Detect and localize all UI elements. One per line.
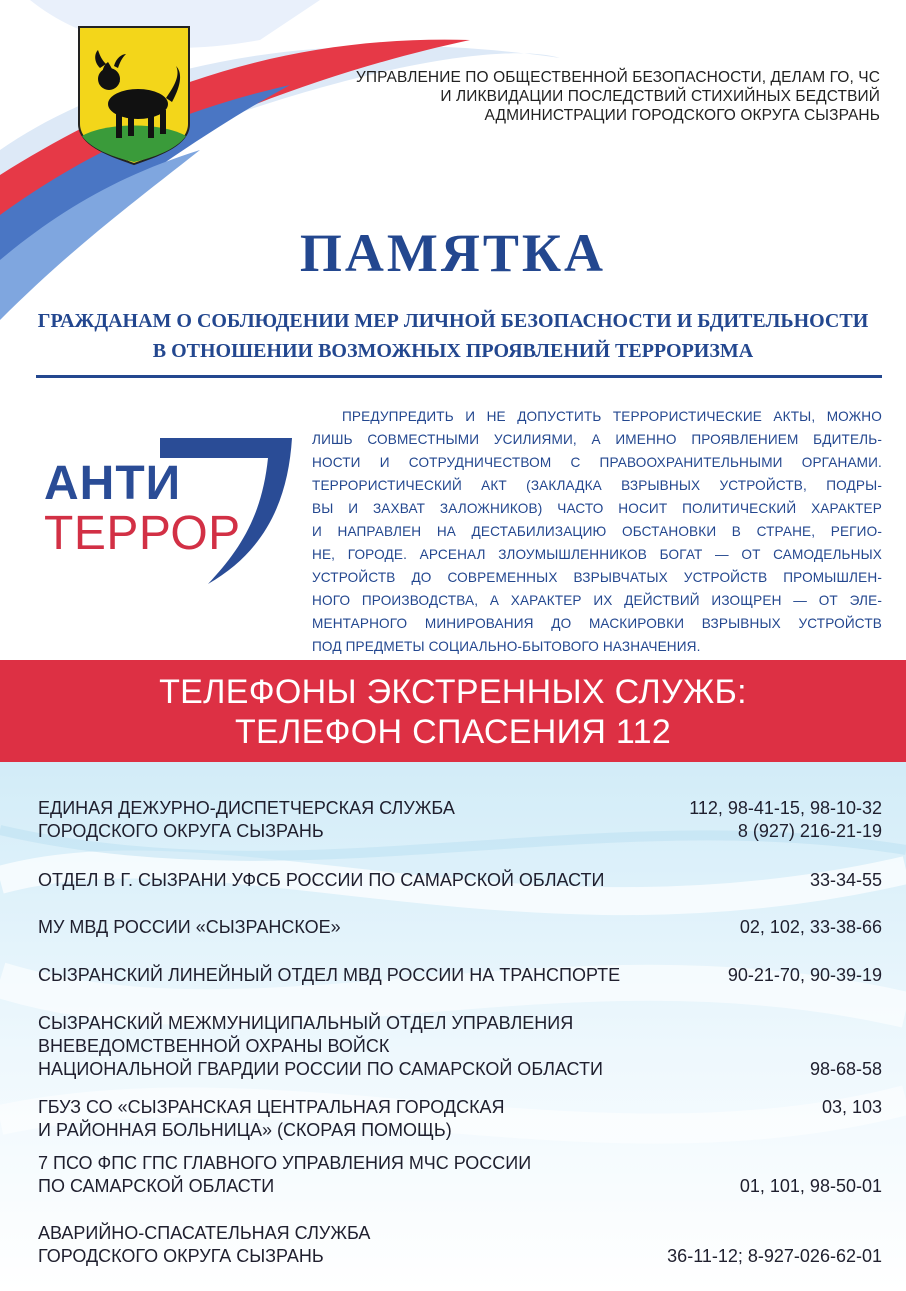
intro-line: ПРЕДУПРЕДИТЬ И НЕ ДОПУСТИТЬ ТЕРРОРИСТИЧЕСКИЕ АКТЫ, МОЖНО: [342, 409, 882, 424]
contact-phone-mvd: [740, 916, 882, 939]
contact-name-line: И РАЙОННАЯ БОЛЬНИЦА» (СКОРАЯ ПОМОЩЬ): [38, 1120, 452, 1140]
contact-phone-transport-police: [728, 964, 882, 987]
contact-phone-edds: [689, 797, 882, 843]
contact-name-line: СЫЗРАНСКИЙ МЕЖМУНИЦИПАЛЬНЫЙ ОТДЕЛ УПРАВЛЕНИЯ: [38, 1013, 574, 1033]
contact-phone-line: 02, 102, 33-38-66: [739, 917, 882, 937]
contact-phone-line: 33-34-55: [809, 870, 882, 890]
intro-line: ТЕРРОРИСТИЧЕСКИЙ АКТ (ЗАКЛАДКА ВЗРЫВНЫХ УСТРОЙСТВ, ПОДРЫ-: [312, 478, 882, 493]
subtitle-line: В ОТНОШЕНИИ ВОЗМОЖНЫХ ПРОЯВЛЕНИЙ ТЕРРОРИЗМА: [152, 340, 754, 362]
contact-name-line: ГОРОДСКОГО ОКРУГА СЫЗРАНЬ: [38, 821, 324, 841]
organization-name: [320, 68, 880, 125]
contact-name-line: ГБУЗ СО «СЫЗРАНСКАЯ ЦЕНТРАЛЬНАЯ ГОРОДСКАЯ: [38, 1097, 505, 1117]
intro-line: НОСТИ И СОТРУДНИЧЕСТВОМ С ПРАВООХРАНИТЕЛЬНЫМИ ОРГАНАМИ.: [312, 455, 882, 470]
contact-phone-line: 90-21-70, 90-39-19: [727, 965, 882, 985]
intro-line: ПОД ПРЕДМЕТЫ СОЦИАЛЬНО-БЫТОВОГО НАЗНАЧЕНИЯ.: [312, 639, 701, 654]
contact-name-line: ПО САМАРСКОЙ ОБЛАСТИ: [38, 1176, 275, 1196]
contact-name-line: СЫЗРАНСКИЙ ЛИНЕЙНЫЙ ОТДЕЛ МВД РОССИИ НА ТРАНСПОРТЕ: [38, 965, 621, 985]
org-line: И ЛИКВИДАЦИИ ПОСЛЕДСТВИЙ СТИХИЙНЫХ БЕДСТВИЙ: [440, 88, 880, 105]
subtitle-line: ГРАЖДАНАМ О СОБЛЮДЕНИИ МЕР ЛИЧНОЙ БЕЗОПАСНОСТИ И БДИТЕЛЬНОСТИ: [37, 310, 869, 332]
contact-phone-line: 112, 98-41-15, 98-10-32: [689, 798, 882, 818]
city-coat-of-arms: [76, 24, 192, 166]
contact-name-transport-police: [38, 964, 678, 987]
intro-line: НОГО ПРОИЗВОДСТВА, А ХАРАКТЕР ИХ ДЕЙСТВИЙ ИЗОЩРЕН — ОТ ЭЛЕ-: [312, 593, 882, 608]
banner-heading: ТЕЛЕФОНЫ ЭКСТРЕННЫХ СЛУЖБ:: [159, 673, 747, 711]
page-subtitle: [20, 306, 886, 366]
contact-name-line: ЕДИНАЯ ДЕЖУРНО-ДИСПЕТЧЕРСКАЯ СЛУЖБА: [38, 798, 455, 818]
contact-phone-rescue-service: [667, 1245, 882, 1268]
contact-name-fire-service: [38, 1152, 678, 1198]
banner-rescue-phone: ТЕЛЕФОН СПАСЕНИЯ 112: [234, 713, 672, 751]
contact-phone-hospital: [822, 1096, 882, 1119]
contact-name-line: 7 ПСО ФПС ГПС ГЛАВНОГО УПРАВЛЕНИЯ МЧС РОССИИ: [38, 1153, 532, 1173]
contact-name-edds: [38, 797, 678, 843]
contact-phone-fsb: [810, 869, 882, 892]
contact-name-line: ГОРОДСКОГО ОКРУГА СЫЗРАНЬ: [38, 1246, 324, 1266]
contact-name-national-guard: [38, 1012, 678, 1081]
contact-phone-line: 03, 103: [821, 1097, 882, 1117]
logo-text-anti: АНТИ: [44, 457, 182, 510]
contact-phone-fire-service: [740, 1175, 882, 1198]
contact-name-rescue-service: [38, 1222, 678, 1268]
contact-name-line: МУ МВД РОССИИ «СЫЗРАНСКОЕ»: [38, 917, 341, 937]
emergency-banner: [0, 660, 906, 762]
intro-line: И НАПРАВЛЕН НА ДЕСТАБИЛИЗАЦИЮ ОБСТАНОВКИ В СТРАНЕ, РЕГИО-: [312, 524, 882, 539]
intro-line: УСТРОЙСТВ ДО СОВРЕМЕННЫХ ВЗРЫВЧАТЫХ УСТРОЙСТВ ПРОМЫШЛЕН-: [312, 570, 882, 585]
intro-line: НЕ, ГОРОДЕ. АРСЕНАЛ ЗЛОУМЫШЛЕННИКОВ БОГАТ — ОТ САМОДЕЛЬНЫХ: [312, 547, 882, 562]
contact-name-hospital: [38, 1096, 678, 1142]
intro-line: ВЫ И ЗАХВАТ ЗАЛОЖНИКОВ) ЧАСТО НОСИТ ПОЛИТИЧЕСКИЙ ХАРАКТЕР: [312, 501, 882, 516]
contact-name-mvd: [38, 916, 678, 939]
logo-text-terror: ТЕРРОР: [44, 507, 241, 560]
contact-name-fsb: [38, 869, 678, 892]
contact-phone-line: 01, 101, 98-50-01: [739, 1176, 882, 1196]
contact-phone-line: 98-68-58: [809, 1059, 882, 1079]
intro-paragraph: [312, 405, 882, 658]
contact-name-line: ВНЕВЕДОМСТВЕННОЙ ОХРАНЫ ВОЙСК: [38, 1036, 390, 1056]
contact-phone-line: 8 (927) 216-21-19: [737, 821, 882, 841]
page-title: ПАМЯТКА: [299, 223, 607, 283]
contact-phone-national-guard: [810, 1058, 882, 1081]
contact-name-line: ОТДЕЛ В Г. СЫЗРАНИ УФСБ РОССИИ ПО САМАРСКОЙ ОБЛАСТИ: [38, 870, 605, 890]
intro-line: ЛИШЬ СОВМЕСТНЫМИ УСИЛИЯМИ, А ИМЕННО ПРОЯВЛЕНИЕМ БДИТЕЛЬ-: [312, 432, 882, 447]
contact-name-line: НАЦИОНАЛЬНОЙ ГВАРДИИ РОССИИ ПО САМАРСКОЙ ОБЛАСТИ: [38, 1059, 603, 1079]
intro-line: МЕНТАРНОГО МИНИРОВАНИЯ ДО МАСКИРОВКИ ВЗРЫВНЫХ УСТРОЙСТВ: [312, 616, 882, 631]
org-line: УПРАВЛЕНИЕ ПО ОБЩЕСТВЕННОЙ БЕЗОПАСНОСТИ, ДЕЛАМ ГО, ЧС: [355, 69, 880, 86]
title-divider: [36, 375, 882, 378]
contact-phone-line: 36-11-12; 8-927-026-62-01: [667, 1246, 882, 1266]
contact-name-line: АВАРИЙНО-СПАСАТЕЛЬНАЯ СЛУЖБА: [38, 1223, 371, 1243]
org-line: АДМИНИСТРАЦИИ ГОРОДСКОГО ОКРУГА СЫЗРАНЬ: [484, 107, 880, 124]
